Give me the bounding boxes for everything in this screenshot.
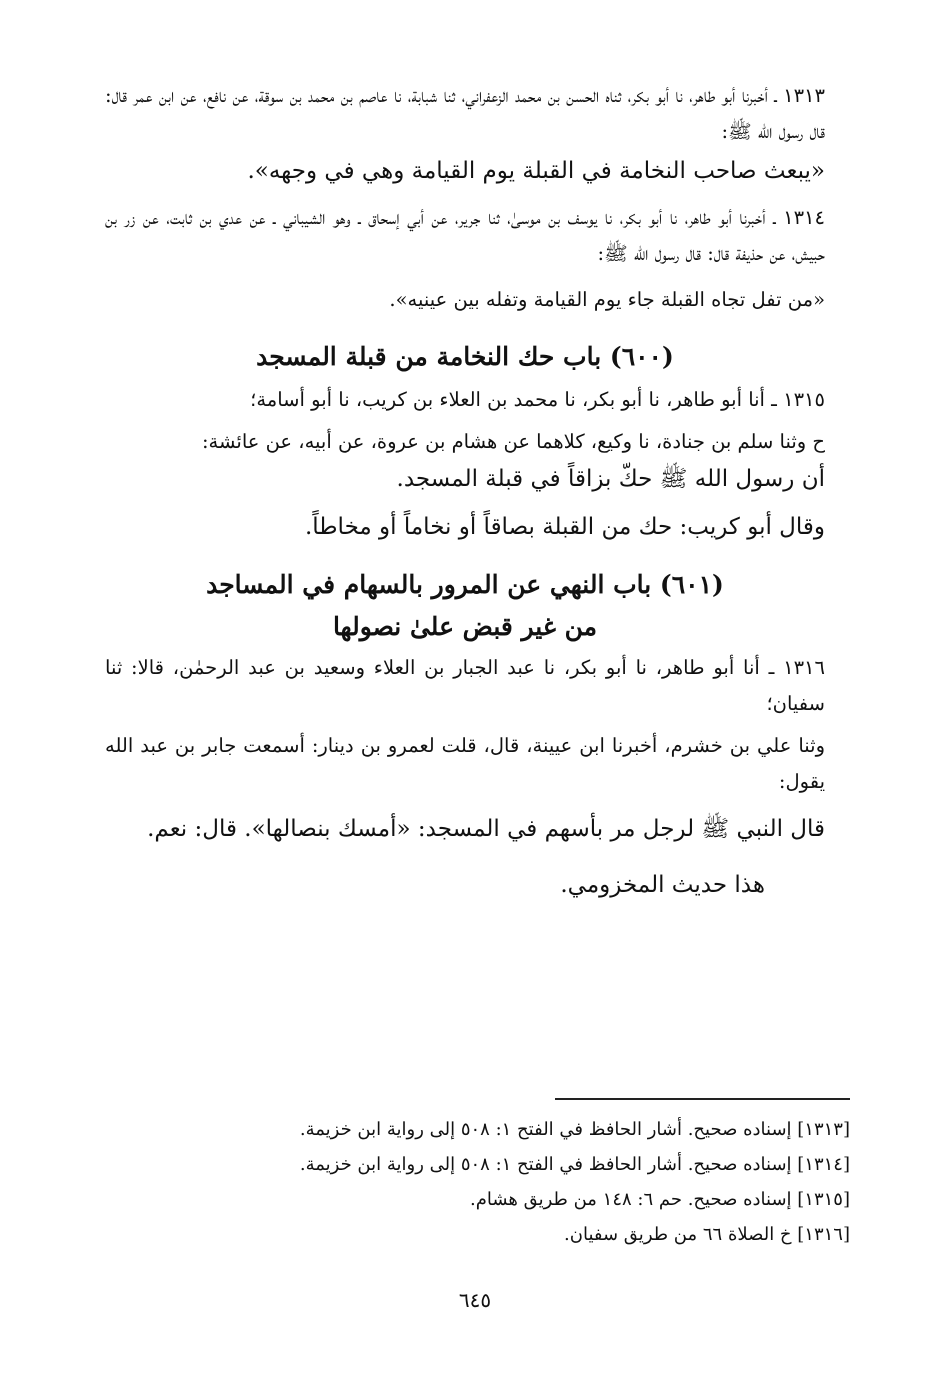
hadith-1316-note: هذا حديث المخزومي.: [560, 872, 765, 898]
hadith-1316-matn: قال النبي ﷺ لرجل مر بأسهم في المسجد: «أمسك بنصالها». قال: نعم.: [147, 816, 825, 842]
hadith-1315-isnad-2: ح وثنا سلم بن جنادة، نا وكيع، كلاهما عن هشام بن عروة، عن أبيه، عن عائشة:: [201, 430, 825, 453]
footnote-1316: [١٣١٦] خ الصلاة ٦٦ من طريق سفيان.: [564, 1224, 850, 1245]
footnote-1313: [١٣١٣] إسناده صحيح. أشار الحافظ في الفتح ١: ٥٠٨ إلى رواية ابن خزيمة.: [299, 1119, 850, 1140]
footnotes: [170, 1112, 850, 1252]
hadith-1315-matn: أن رسول الله ﷺ حكّ بزاقاً في قبلة المسجد.: [396, 466, 825, 492]
hadith-1314-matn: «من تفل تجاه القبلة جاء يوم القيامة وتفله بين عينيه».: [389, 288, 825, 311]
footnote-divider: [555, 1098, 850, 1100]
main-text: [105, 78, 825, 904]
chapter-601-heading-line-1: (٦٠١) باب النهي عن المرور بالسهام في المساجد: [206, 570, 724, 599]
hadith-1313-isnad: ١٣١٣ ـ أخبرنا أبو طاهر، نا أبو بكر، ثناه الحسن بن محمد الزعفراني، ثنا شبابة، نا عاصم بن محمد بن سوقة، عن نافع، عن ابن عمر قال: قال رسول الله ﷺ:: [105, 84, 825, 143]
chapter-601-heading-line-2: من غير قبض علىٰ نصولها: [332, 612, 598, 641]
footnote-1314: [١٣١٤] إسناده صحيح. أشار الحافظ في الفتح ١: ٥٠٨ إلى رواية ابن خزيمة.: [299, 1154, 850, 1175]
hadith-1315-isnad-1: ١٣١٥ ـ أنا أبو طاهر، نا أبو بكر، نا محمد بن العلاء بن كريب، نا أبو أسامة؛: [250, 388, 825, 411]
hadith-1316-isnad-1: ١٣١٦ ـ أنا أبو طاهر، نا أبو بكر، نا عبد الجبار بن العلاء وسعيد بن عبد الرحمٰن، قالا: ثنا سفيان؛: [105, 656, 825, 715]
hadith-1313-matn: «يبعث صاحب النخامة في القبلة يوم القيامة وهي في وجهه».: [247, 158, 825, 184]
hadith-1314-isnad: ١٣١٤ ـ أخبرنا أبو طاهر، نا أبو بكر، نا يوسف بن موسىٰ، ثنا جرير، عن أبي إسحاق ـ وهو الشيباني ـ عن عدي بن ثابت، عن زر بن حبيش، عن حذيفة قال: قال رسول الله ﷺ:: [105, 206, 825, 265]
hadith-1316-isnad-2: وثنا علي بن خشرم، أخبرنا ابن عيينة، قال، قلت لعمرو بن دينار: أسمعت جابر بن عبد الله يقول:: [105, 734, 825, 793]
footnote-1315: [١٣١٥] إسناده صحيح. حم ٦: ١٤٨ من طريق هشام.: [469, 1189, 850, 1210]
hadith-1315-note: وقال أبو كريب: حك من القبلة بصاقاً أو نخاماً أو مخاطاً.: [304, 514, 825, 540]
chapter-600-heading: (٦٠٠) باب حك النخامة من قبلة المسجد: [256, 342, 674, 371]
page-number: ٦٤٥: [458, 1288, 492, 1312]
